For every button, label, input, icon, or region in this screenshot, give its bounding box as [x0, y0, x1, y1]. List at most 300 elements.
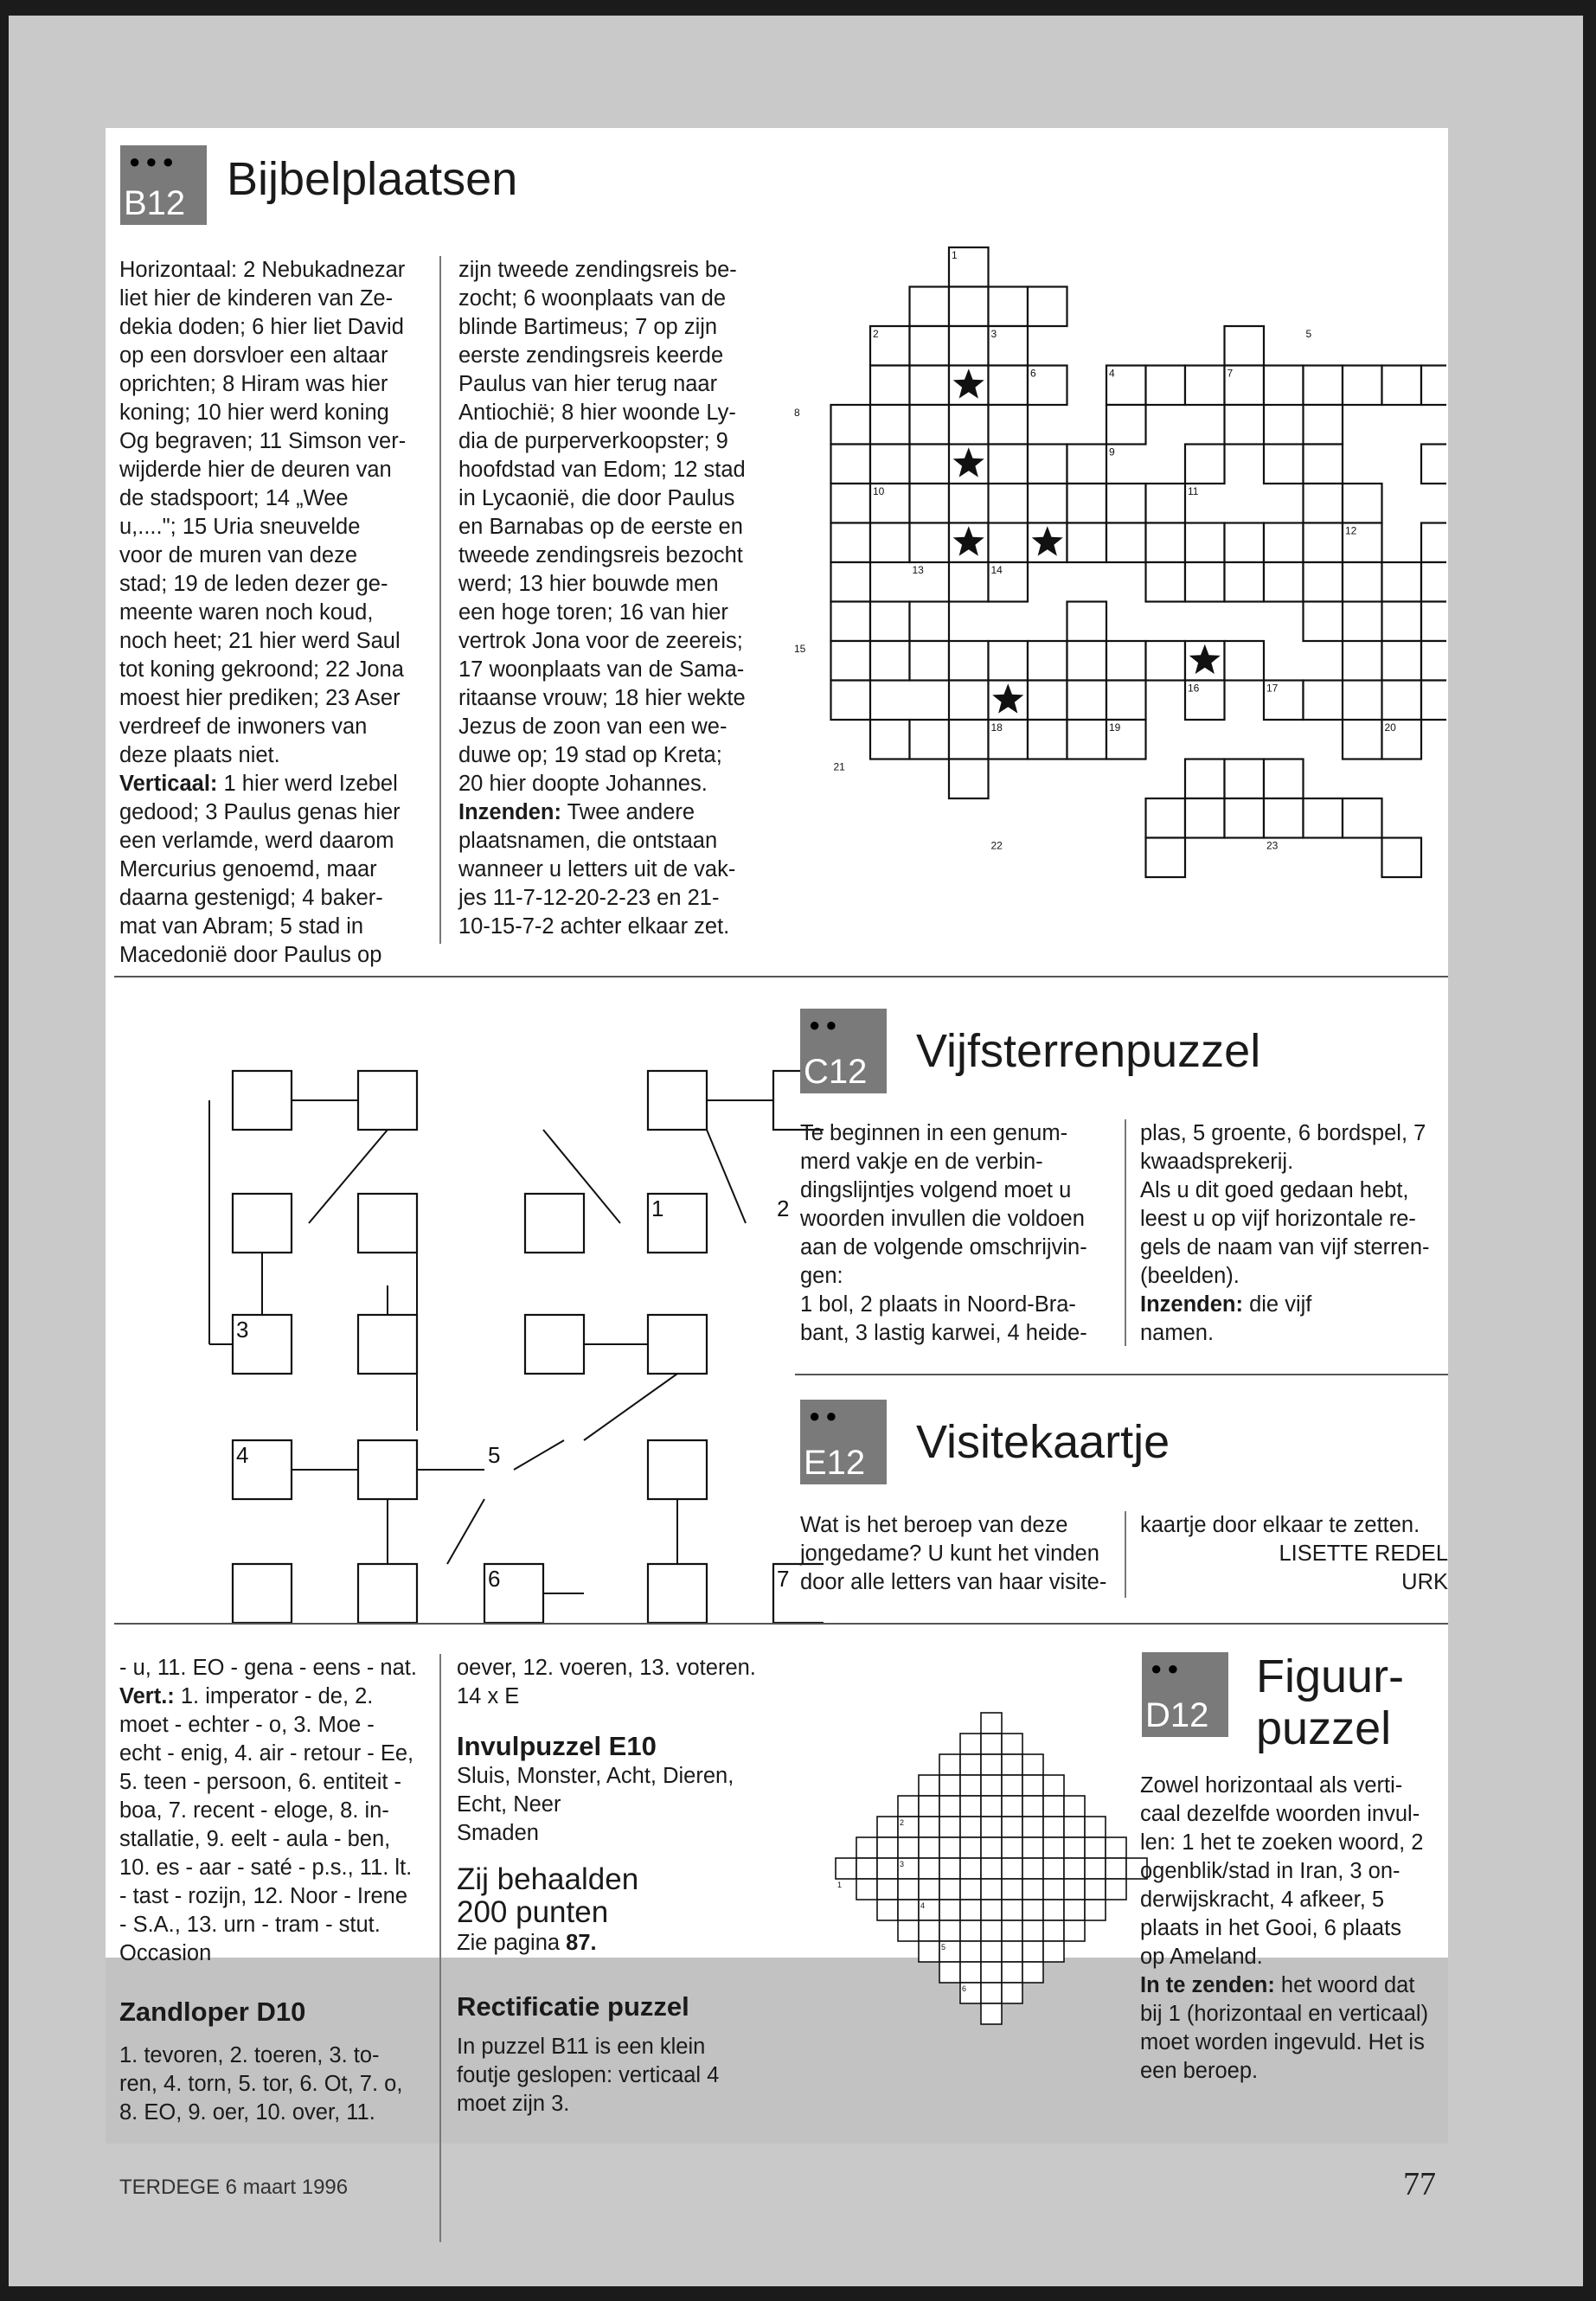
text-line: jes 11-7-12-20-2-23 en 21- [458, 886, 720, 910]
text-line: bant, 3 lastig karwei, 4 heide- [800, 1321, 1087, 1345]
grid-cell [919, 1920, 939, 1941]
c12-title: Vijfsterrenpuzzel [916, 1025, 1261, 1077]
grid-cell [960, 1817, 981, 1837]
grid-cell [939, 1900, 960, 1920]
e12-author: LISETTE REDEL [1279, 1541, 1448, 1566]
text-line: plas, 5 groente, 6 bordspel, 7 [1140, 1121, 1426, 1145]
text-line: en Barnabas op de eerste en [458, 515, 743, 539]
grid-cell [949, 326, 989, 366]
grid-cell [1343, 641, 1382, 681]
grid-cell [1264, 366, 1304, 406]
c12-last: namen. [1140, 1321, 1215, 1345]
text-line: oprichten; 8 Hiram was hier [119, 372, 388, 396]
grid-cell [1002, 1920, 1022, 1941]
grid-cell [1022, 1754, 1043, 1775]
text-line: foutje geslopen: verticaal 4 [457, 2063, 720, 2087]
grid-cell [1085, 1817, 1106, 1837]
zandloper-title: Zandloper D10 [119, 1997, 306, 2027]
grid-cell [949, 681, 989, 721]
text-line: Horizontaal: 2 Nebukadnezar [119, 258, 406, 282]
grid-cell [1106, 523, 1146, 563]
text-line: Og begraven; 11 Simson ver- [119, 429, 407, 453]
grid-number: 6 [962, 1984, 967, 1993]
grid-cell [949, 562, 989, 602]
grid-cell [1225, 798, 1265, 838]
text-line: 20 hier doopte Johannes. [458, 772, 708, 796]
grid-cell [1421, 445, 1446, 484]
grid-cell [1064, 1858, 1085, 1879]
grid-cell [831, 484, 871, 523]
grid-cell [1067, 720, 1107, 760]
grid-cell [1022, 1879, 1043, 1900]
grid-cell [1343, 562, 1382, 602]
grid-cell [1304, 445, 1343, 484]
grid-cell [981, 1900, 1002, 1920]
answer-box [233, 1564, 292, 1623]
d12-title-1: puzzel [1256, 1702, 1392, 1754]
answer-box [648, 1315, 707, 1374]
d12-code: D12 [1145, 1696, 1209, 1734]
grid-cell [870, 720, 910, 760]
grid-number: 20 [1384, 721, 1396, 734]
text-line: blinde Bartimeus; 7 op zijn [458, 315, 718, 339]
grid-cell [1146, 838, 1186, 878]
grid-cell [1028, 720, 1067, 760]
grid-cell [989, 445, 1029, 484]
grid-number: 19 [1109, 721, 1121, 734]
zie-line [457, 1929, 777, 1958]
grid-cell [1028, 681, 1067, 721]
grid-cell [989, 641, 1029, 681]
answer-box [358, 1194, 417, 1253]
grid-cell [1106, 1837, 1126, 1858]
answer-box [233, 1071, 292, 1130]
grid-cell [960, 1920, 981, 1941]
invul-lines [457, 1762, 777, 1848]
grid-cell [981, 1941, 1002, 1962]
text-line: derwijskracht, 4 afkeer, 5 [1140, 1888, 1385, 1912]
text-line: 5. teen - persoon, 6. entiteit - [119, 1770, 402, 1794]
footer-issue: TERDEGE 6 maart 1996 [119, 2176, 349, 2199]
text-line: 17 woonplaats van de Sama- [458, 657, 745, 682]
grid-cell [1064, 1837, 1085, 1858]
e12-col1 [800, 1511, 1125, 1597]
text-line: aan de volgende omschrijvin- [800, 1235, 1087, 1259]
grid-number: 5 [941, 1943, 946, 1952]
text-line: moet zijn 3. [457, 2092, 570, 2116]
c12-col2 [1140, 1119, 1452, 1348]
b12-code: B12 [124, 184, 186, 222]
d12-title-0: Figuur- [1256, 1650, 1405, 1702]
grid-cell [989, 287, 1029, 327]
grid-cell [1304, 366, 1343, 406]
text-line: koning; 10 hier werd koning [119, 401, 389, 425]
text-line: ogenblik/stad in Iran, 3 on- [1140, 1859, 1401, 1883]
text-line: Jezus de zoon van een we- [458, 715, 727, 739]
text-line: een hoge toren; 16 van hier [458, 600, 728, 625]
d12-text [1140, 1772, 1452, 2086]
grid-number: 4 [1109, 367, 1115, 380]
grid-cell [1002, 1900, 1022, 1920]
grid-cell [981, 1796, 1002, 1817]
vert-line-0: 1. imperator - de, 2. [174, 1684, 374, 1708]
grid-cell [1002, 1837, 1022, 1858]
grid-cell [1225, 562, 1265, 602]
text-line: zocht; 6 woonplaats van de [458, 286, 727, 311]
grid-cell [831, 562, 871, 602]
grid-number: 11 [1188, 485, 1199, 497]
grid-cell [1421, 641, 1446, 681]
grid-cell [949, 760, 989, 799]
c12-badge [800, 1009, 887, 1093]
answers-col1 [119, 1654, 439, 2127]
grid-cell [1043, 1796, 1064, 1817]
grid-cell [1421, 562, 1446, 602]
grid-cell [939, 1775, 960, 1796]
grid-cell [1304, 523, 1343, 563]
grid-cell [910, 484, 950, 523]
footer-page: 77 [1403, 2166, 1436, 2202]
grid-cell [960, 1775, 981, 1796]
answer-box [648, 1071, 707, 1130]
box-number: 7 [777, 1566, 790, 1592]
grid-cell [1002, 1983, 1022, 2003]
answer-box [358, 1315, 417, 1374]
grid-cell [1185, 366, 1225, 406]
box-number: 6 [488, 1566, 501, 1592]
b12-crossword-grid [789, 245, 1446, 885]
text-line: 1. tevoren, 2. toeren, 3. to- [119, 2043, 380, 2067]
c12-code: C12 [804, 1053, 868, 1091]
text-line: plaats in het Gooi, 6 plaats [1140, 1916, 1401, 1940]
grid-cell [1264, 760, 1304, 799]
grid-cell [831, 523, 871, 563]
text-line: u,...."; 15 Uria sneuvelde [119, 515, 361, 539]
grid-cell [1382, 641, 1422, 681]
grid-cell [1225, 760, 1265, 799]
send-label: In te zenden: [1140, 1973, 1275, 1997]
grid-cell [1067, 681, 1107, 721]
b12-vert [119, 770, 439, 798]
c12-col1 [800, 1119, 1120, 1348]
grid-cell [919, 1837, 939, 1858]
section-rule-1 [114, 976, 1448, 977]
grid-cell [1225, 326, 1265, 366]
grid-cell [1002, 1817, 1022, 1837]
text-line: ren, 4. torn, 5. tor, 6. Ot, 7. o, [119, 2072, 403, 2096]
grid-cell [939, 1837, 960, 1858]
text-line: 14 x E [457, 1684, 520, 1708]
text-line: deze plaats niet. [119, 743, 280, 767]
grid-cell [1185, 445, 1225, 484]
text-line: In puzzel B11 is een klein [457, 2035, 706, 2059]
e12-col2 [1140, 1511, 1448, 1597]
grid-cell [939, 1962, 960, 1983]
grid-cell [1225, 405, 1265, 445]
grid-cell [1304, 562, 1343, 602]
grid-cell [919, 1796, 939, 1817]
send-rest: het woord dat [1274, 1973, 1415, 1997]
grid-cell [856, 1858, 877, 1879]
behaald-block [457, 1863, 777, 1929]
grid-cell [831, 681, 871, 721]
text-line: Te beginnen in een genum- [800, 1121, 1068, 1145]
grid-number: 18 [990, 721, 1003, 734]
grid-cell [1146, 641, 1186, 681]
text-line: - tast - rozijn, 12. Noor - Irene [119, 1884, 408, 1908]
grid-number: 3 [900, 1860, 905, 1868]
text-line: stallatie, 9. eelt - aula - ben, [119, 1827, 391, 1851]
box-number: 4 [236, 1442, 249, 1468]
e12-col1-lines [800, 1511, 1125, 1597]
text-line: zijn tweede zendingsreis be- [458, 258, 737, 282]
text-line: liet hier de kinderen van Ze- [119, 286, 394, 311]
answers-column-rule [439, 1654, 441, 2242]
text-line: dekia doden; 6 hier liet David [119, 315, 404, 339]
text-line: Smaden [457, 1821, 539, 1845]
e12-line: kaartje door elkaar te zetten. [1140, 1513, 1420, 1537]
grid-cell [1106, 1858, 1126, 1879]
grid-cell [1067, 641, 1107, 681]
grid-cell [1064, 1920, 1085, 1941]
text-line: een beroep. [1140, 2059, 1259, 2083]
grid-cell [910, 720, 950, 760]
e12-title: Visitekaartje [916, 1416, 1170, 1468]
b12-title: Bijbelplaatsen [227, 153, 518, 205]
c12-column-rule [1125, 1119, 1126, 1346]
grid-number: 16 [1188, 682, 1200, 695]
behaald-line-0: Zij behaalden [457, 1862, 639, 1896]
d12-send-lines [1140, 2000, 1452, 2086]
grid-cell [1146, 798, 1186, 838]
text-line: Wat is het beroep van deze [800, 1513, 1068, 1537]
text-line: 10-15-7-2 achter elkaar zet. [458, 914, 730, 939]
text-line: verdreef de inwoners van [119, 715, 368, 739]
text-line: duwe op; 19 stad op Kreta; [458, 743, 722, 767]
grid-cell [1146, 562, 1186, 602]
grid-cell [877, 1900, 898, 1920]
difficulty-dots: ●●● [129, 151, 179, 172]
grid-cell [1382, 366, 1422, 406]
answers-col2 [457, 1654, 777, 2118]
d12-lines [1140, 1772, 1452, 1971]
answers-vert-lines [119, 1711, 439, 1968]
grid-cell [981, 1754, 1002, 1775]
grid-number: 21 [833, 760, 845, 773]
grid-cell [1264, 798, 1304, 838]
c12-col2-lines [1140, 1119, 1452, 1291]
grid-cell [981, 1837, 1002, 1858]
page-sheet [9, 16, 1583, 2286]
grid-cell [877, 1858, 898, 1879]
grid-cell [1002, 1858, 1022, 1879]
grid-cell [1022, 1837, 1043, 1858]
grid-number: 23 [1266, 839, 1279, 852]
grid-cell [1067, 484, 1107, 523]
grid-cell [910, 523, 950, 563]
answers-vert [119, 1682, 439, 1711]
grid-number: 2 [900, 1818, 905, 1827]
invul-title: Invulpuzzel E10 [457, 1731, 657, 1761]
grid-cell [960, 1941, 981, 1962]
grid-cell [1002, 1879, 1022, 1900]
text-line: Zowel horizontaal als verti- [1140, 1773, 1403, 1798]
grid-cell [1343, 720, 1382, 760]
grid-cell [1022, 1962, 1043, 1983]
grid-cell [1028, 641, 1067, 681]
grid-number: 1 [952, 249, 958, 261]
grid-cell [1067, 445, 1107, 484]
text-line: jongedame? U kunt het vinden [800, 1541, 1099, 1566]
grid-cell [898, 1920, 919, 1941]
grid-cell [1028, 445, 1067, 484]
grid-cell [1185, 760, 1225, 799]
grid-cell [1067, 523, 1107, 563]
answer-box [358, 1071, 417, 1130]
send-label: Inzenden: [458, 800, 561, 824]
grid-cell [870, 602, 910, 642]
grid-cell [1304, 798, 1343, 838]
grid-cell [1106, 405, 1146, 445]
grid-cell [949, 484, 989, 523]
grid-cell [1225, 523, 1265, 563]
grid-cell [1382, 681, 1422, 721]
grid-cell [939, 1754, 960, 1775]
grid-number: 8 [794, 407, 800, 419]
grid-cell [1067, 602, 1107, 642]
text-line: door alle letters van haar visite- [800, 1570, 1107, 1594]
grid-cell [1085, 1900, 1106, 1920]
grid-cell [960, 1858, 981, 1879]
text-line: mat van Abram; 5 stad in [119, 914, 364, 939]
grid-cell [856, 1837, 877, 1858]
grid-cell [1106, 681, 1146, 721]
b12-col2-lines [458, 256, 779, 798]
text-line: moet worden ingevuld. Het is [1140, 2030, 1425, 2054]
c12-box-graph [106, 1010, 824, 1702]
text-line: Macedonië door Paulus op [119, 943, 382, 967]
grid-cell [1022, 1796, 1043, 1817]
grid-number: 17 [1266, 682, 1279, 695]
grid-number: 3 [990, 328, 997, 340]
grid-cell [910, 366, 950, 406]
grid-cell [1382, 838, 1422, 878]
grid-cell [981, 1817, 1002, 1837]
grid-cell [981, 1962, 1002, 1983]
b12-send [458, 798, 779, 827]
grid-cell [898, 1837, 919, 1858]
grid-cell [1146, 484, 1186, 523]
grid-number: 14 [990, 564, 1003, 576]
grid-cell [960, 1734, 981, 1754]
connector-line [514, 1440, 564, 1470]
answer-box [648, 1564, 707, 1623]
text-line: tweede zendingsreis bezocht [458, 543, 743, 567]
grid-cell [870, 405, 910, 445]
grid-cell [1146, 366, 1186, 406]
grid-cell [1106, 484, 1146, 523]
e12-place: URK [1401, 1570, 1448, 1594]
grid-cell [1382, 562, 1422, 602]
connector-line [707, 1130, 746, 1223]
grid-cell [1064, 1900, 1085, 1920]
grid-cell [960, 1837, 981, 1858]
grid-cell [831, 405, 871, 445]
text-line: Mercurius genoemd, maar [119, 857, 377, 881]
text-line: voor de muren van deze [119, 543, 357, 567]
connector-line [584, 1374, 677, 1440]
grid-cell [1022, 1920, 1043, 1941]
text-line: plaatsnamen, die ontstaan [458, 829, 718, 853]
grid-cell [1304, 405, 1343, 445]
grid-cell [939, 1920, 960, 1941]
text-line: caal dezelfde woorden invul- [1140, 1802, 1420, 1826]
grid-cell [1043, 1920, 1064, 1941]
grid-cell [1028, 484, 1067, 523]
grid-cell [981, 1983, 1002, 2003]
grid-cell [981, 1713, 1002, 1734]
difficulty-dots: ●● [809, 1014, 843, 1035]
grid-cell [939, 1817, 960, 1837]
grid-cell [1002, 1775, 1022, 1796]
grid-cell [1146, 523, 1186, 563]
text-line: Paulus van hier terug naar [458, 372, 718, 396]
grid-cell [910, 405, 950, 445]
d12-title [1256, 1650, 1404, 1754]
box-number: 3 [236, 1317, 249, 1343]
grid-cell [1225, 641, 1265, 681]
grid-cell [1043, 1900, 1064, 1920]
text-line: noch heet; 21 hier werd Saul [119, 629, 401, 653]
grid-number: 12 [1345, 524, 1357, 537]
grid-cell [856, 1879, 877, 1900]
grid-cell [1421, 681, 1446, 721]
text-line: meente waren noch koud, [119, 600, 374, 625]
grid-cell [1022, 1900, 1043, 1920]
behaald-line-1: 200 punten [457, 1895, 609, 1929]
grid-cell [1421, 523, 1446, 563]
text-line: Occasion [119, 1941, 212, 1965]
grid-cell [910, 326, 950, 366]
grid-anchor [831, 366, 832, 367]
grid-cell [836, 1858, 856, 1879]
section-rule-3 [114, 1623, 1448, 1625]
vert-line-0: 1 hier werd Izebel [217, 772, 398, 796]
grid-cell [1185, 798, 1225, 838]
rect-lines [457, 2033, 777, 2118]
grid-cell [919, 1775, 939, 1796]
grid-number: 13 [912, 564, 924, 576]
grid-cell [831, 602, 871, 642]
e12-column-rule [1125, 1511, 1126, 1598]
c12-col1-lines [800, 1119, 1120, 1348]
text-line: daarna gestenigd; 4 baker- [119, 886, 383, 910]
text-line: werd; 13 hier bouwde men [458, 572, 719, 596]
vert-label: Vert.: [119, 1684, 175, 1708]
zie-text: Zie pagina [457, 1931, 567, 1955]
grid-cell [919, 1879, 939, 1900]
d12-send [1140, 1971, 1452, 2000]
d12-diamond-grid [798, 1685, 1178, 2074]
grid-number: 6 [1030, 367, 1036, 380]
answer-box [358, 1440, 417, 1499]
zie-page: 87. [566, 1931, 597, 1955]
grid-cell [949, 720, 989, 760]
grid-cell [877, 1837, 898, 1858]
grid-cell [1264, 523, 1304, 563]
text-line: ritaanse vrouw; 18 hier wekte [458, 686, 746, 710]
grid-cell [1043, 1775, 1064, 1796]
